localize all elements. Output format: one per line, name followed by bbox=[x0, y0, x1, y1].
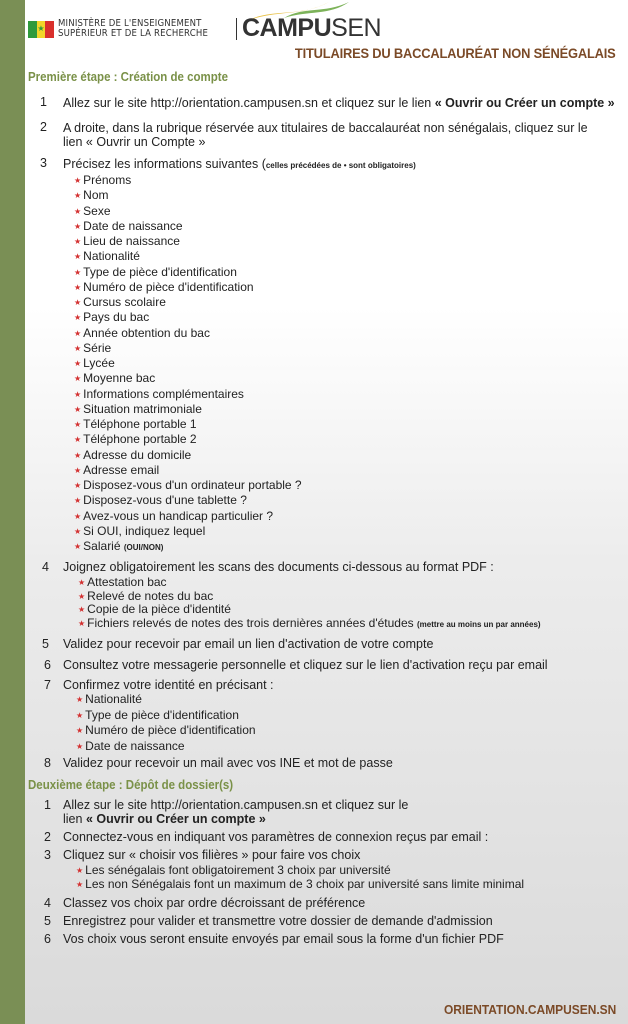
required-star-icon: ★ bbox=[76, 866, 84, 875]
required-star-icon: ★ bbox=[74, 267, 82, 277]
step1-title: Première étape : Création de compte bbox=[28, 70, 229, 84]
list-item: ★ Adresse du domicile bbox=[74, 447, 192, 462]
list-item: ★ Type de pièce d'identification bbox=[74, 264, 237, 279]
step1-num: 6 bbox=[44, 658, 51, 672]
list-item: ★ Avez-vous un handicap particulier ? bbox=[74, 508, 274, 523]
list-item: ★ Type de pièce d'identification bbox=[76, 707, 239, 722]
required-star-icon: ★ bbox=[74, 496, 82, 506]
step2-item-3: Cliquez sur « choisir vos filières » pour faire vos choix bbox=[63, 848, 361, 862]
footer-url: ORIENTATION.CAMPUSEN.SN bbox=[443, 1002, 616, 1017]
required-star-icon: ★ bbox=[74, 298, 82, 307]
list-item: ★ Informations complémentaires bbox=[74, 386, 244, 401]
required-star-icon: ★ bbox=[74, 191, 82, 201]
list-item: ★ Attestation bac bbox=[78, 575, 167, 589]
page-title: TITULAIRES DU BACCALAURÉAT NON SÉNÉGALAIS bbox=[295, 45, 616, 61]
required-star-icon: ★ bbox=[74, 542, 82, 551]
list-item: ★ Téléphone portable 2 bbox=[74, 432, 197, 447]
required-star-icon: ★ bbox=[74, 465, 82, 475]
list-item: ★ Date de naissance bbox=[76, 738, 185, 753]
step2-title: Deuxième étape : Dépôt de dossier(s) bbox=[28, 778, 234, 792]
step1-num: 1 bbox=[40, 95, 47, 109]
required-star-icon: ★ bbox=[76, 880, 84, 889]
side-accent-bar bbox=[0, 0, 25, 1024]
list-item: ★ Moyenne bac bbox=[74, 371, 156, 386]
step1-item-1: Allez sur le site http://orientation.campusen.sn et cliquez sur le lien « Ouvrir ou Créer un compte » bbox=[63, 96, 615, 110]
required-star-icon: ★ bbox=[76, 695, 84, 704]
step1-item-6: Consultez votre messagerie personnelle et cliquez sur le lien d'activation reçu par email bbox=[63, 658, 548, 672]
required-star-icon: ★ bbox=[74, 313, 82, 323]
step2-num: 4 bbox=[44, 896, 51, 910]
required-star-icon: ★ bbox=[74, 282, 82, 292]
step1-num: 5 bbox=[42, 637, 49, 651]
required-star-icon: ★ bbox=[74, 450, 82, 460]
list-item: ★ Si OUI, indiquez lequel bbox=[74, 523, 206, 538]
link-label: « Ouvrir ou Créer un compte » bbox=[85, 812, 266, 826]
step1-item-8: Validez pour recevoir un mail avec vos INE et mot de passe bbox=[63, 756, 393, 770]
required-star-icon: ★ bbox=[78, 591, 86, 601]
required-star-icon: ★ bbox=[74, 252, 82, 262]
list-item: ★ Date de naissance bbox=[74, 218, 183, 233]
required-star-icon: ★ bbox=[74, 237, 82, 246]
ministry-name: MINISTÈRE DE L'ENSEIGNEMENT SUPÉRIEUR ET DE LA RECHERCHE bbox=[58, 18, 209, 39]
list-item: ★ Adresse email bbox=[74, 462, 160, 477]
list-item: ★ Prénoms bbox=[74, 173, 132, 187]
list-item: ★ Relevé de notes du bac bbox=[78, 588, 214, 603]
step2-item-2: Connectez-vous en indiquant vos paramètres de connexion reçus par email : bbox=[63, 830, 489, 844]
list-item: ★ Numéro de pièce d'identification bbox=[74, 279, 254, 294]
campusen-logo: CAMPUSEN bbox=[242, 14, 382, 42]
required-star-icon: ★ bbox=[78, 605, 86, 614]
step1-num: 4 bbox=[42, 560, 49, 574]
step2-item-4: Classez vos choix par ordre décroissant de préférence bbox=[63, 896, 366, 910]
step2-num: 5 bbox=[44, 914, 51, 928]
step2-item-5: Enregistrez pour valider et transmettre votre dossier de demande d'admission bbox=[63, 914, 493, 928]
step1-num: 8 bbox=[44, 756, 51, 770]
step2-item-1: Allez sur le site http://orientation.campusen.sn et cliquez sur le lien « Ouvrir ou Créer un compte » bbox=[63, 798, 409, 826]
required-star-icon: ★ bbox=[74, 359, 82, 368]
step1-item-7: Confirmez votre identité en précisant : bbox=[63, 678, 274, 692]
step2-num: 6 bbox=[44, 932, 51, 946]
list-item: ★ Année obtention du bac bbox=[74, 325, 210, 340]
list-item: ★ Disposez-vous d'un ordinateur portable ? bbox=[74, 478, 302, 492]
required-star-icon: ★ bbox=[76, 726, 84, 735]
list-item: ★ Numéro de pièce d'identification bbox=[76, 723, 256, 737]
list-item: ★ Les non Sénégalais font un maximum de 3 choix par université sans limite minimal bbox=[76, 877, 525, 891]
list-item: ★ Disposez-vous d'une tablette ? bbox=[74, 493, 247, 508]
step1-item-3: Précisez les informations suivantes (celles précédées de • sont obligatoires) bbox=[63, 157, 416, 171]
step2-num: 2 bbox=[44, 830, 51, 844]
list-item: ★ Nationalité bbox=[76, 692, 142, 706]
required-star-icon: ★ bbox=[74, 343, 82, 353]
step1-item-4: Joignez obligatoirement les scans des documents ci-dessous au format PDF : bbox=[63, 560, 494, 574]
required-star-icon: ★ bbox=[74, 435, 82, 445]
list-item: ★ Cursus scolaire bbox=[74, 295, 166, 309]
step1-num: 7 bbox=[44, 678, 51, 692]
step1-item-2: A droite, dans la rubrique réservée aux titulaires de baccalauréat non sénégalais, cliquez sur le lien « Ouvrir un Compte » bbox=[63, 121, 588, 149]
required-star-icon: ★ bbox=[74, 511, 82, 521]
step2-num: 1 bbox=[44, 798, 51, 812]
required-star-icon: ★ bbox=[74, 176, 82, 185]
required-star-icon: ★ bbox=[74, 374, 82, 384]
required-star-icon: ★ bbox=[74, 389, 82, 399]
list-item: ★ Salarié (OUI/NON) bbox=[74, 539, 164, 553]
required-star-icon: ★ bbox=[78, 578, 86, 587]
list-item: ★ Sexe bbox=[74, 203, 111, 218]
required-star-icon: ★ bbox=[76, 741, 84, 751]
required-star-icon: ★ bbox=[74, 206, 82, 216]
list-item: ★ Nationalité bbox=[74, 249, 140, 264]
logo-separator bbox=[236, 18, 237, 40]
list-item: ★ Situation matrimoniale bbox=[74, 401, 202, 416]
required-star-icon: ★ bbox=[74, 420, 82, 429]
list-item: ★ Téléphone portable 1 bbox=[74, 417, 197, 431]
list-item: ★ Pays du bac bbox=[74, 310, 150, 325]
step2-item-6: Vos choix vous seront ensuite envoyés par email sous la forme d'un fichier PDF bbox=[63, 932, 504, 946]
list-item: ★ Copie de la pièce d'identité bbox=[78, 602, 231, 616]
list-item: ★ Nom bbox=[74, 188, 109, 203]
step1-num: 2 bbox=[40, 120, 47, 134]
required-star-icon: ★ bbox=[74, 221, 82, 231]
step1-num: 3 bbox=[40, 156, 47, 170]
list-item: ★ Les sénégalais font obligatoirement 3 choix par université bbox=[76, 863, 391, 877]
required-star-icon: ★ bbox=[74, 526, 82, 536]
link-label: « Ouvrir ou Créer un compte » bbox=[434, 96, 615, 110]
step1-item-5: Validez pour recevoir par email un lien d'activation de votre compte bbox=[63, 637, 434, 651]
required-star-icon: ★ bbox=[74, 328, 82, 338]
list-item: ★ Série bbox=[74, 340, 112, 355]
step2-num: 3 bbox=[44, 848, 51, 862]
required-star-icon: ★ bbox=[78, 618, 86, 628]
required-star-icon: ★ bbox=[74, 481, 82, 490]
required-star-icon: ★ bbox=[74, 404, 82, 414]
required-star-icon: ★ bbox=[76, 710, 84, 720]
list-item: ★ Lycée bbox=[74, 356, 115, 370]
senegal-flag-icon: ★ bbox=[28, 21, 54, 38]
list-item: ★ Fichiers relevés de notes des trois dernières années d'études (mettre au moins un par années) bbox=[78, 615, 541, 630]
list-item: ★ Lieu de naissance bbox=[74, 234, 180, 248]
